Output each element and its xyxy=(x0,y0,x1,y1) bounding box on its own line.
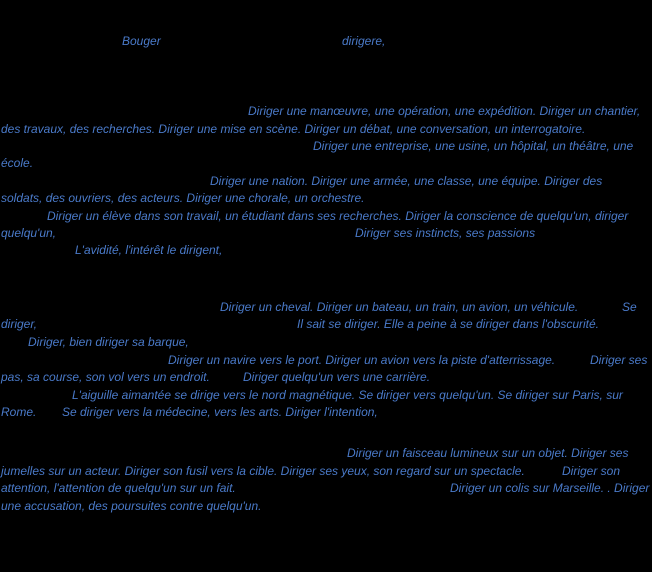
example-line: quelqu'un, xyxy=(1,226,57,240)
example-line: Diriger quelqu'un vers une carrière. xyxy=(243,370,431,384)
example-line: attention, l'attention de quelqu'un sur un fait. xyxy=(1,481,236,495)
example-line: Diriger ses instincts, ses passions xyxy=(355,226,536,240)
example-line: Rome. xyxy=(1,405,37,419)
example-line: Diriger son xyxy=(562,463,621,478)
example-line: Il sait se diriger. Elle a peine à se diriger dans l'obscurité. xyxy=(297,317,599,331)
example-line: une accusation, des poursuites contre quelqu'un. xyxy=(1,498,262,513)
example-line: Diriger un colis sur Marseille. . Diriger xyxy=(450,481,650,495)
etymology-word-bouger: Bouger xyxy=(122,34,161,48)
example-line: Se diriger vers la médecine, vers les arts. Diriger l'intention, xyxy=(62,405,378,419)
example-line: des travaux, des recherches. Diriger une mise en scène. Diriger un débat, une conversation, un interrogatoire. xyxy=(1,121,586,136)
example-line: diriger, xyxy=(1,317,38,331)
example-line: pas, sa course, son vol vers un endroit. xyxy=(1,370,210,384)
example-line: Diriger un cheval. Diriger un bateau, un train, un avion, un véhicule. xyxy=(220,300,579,314)
example-line: Diriger, bien diriger sa barque, xyxy=(28,334,189,349)
example-line: Diriger ses xyxy=(590,352,648,367)
etymology-word-dirigere: dirigere, xyxy=(342,34,386,48)
example-line: L'aiguille aimantée se dirige vers le nord magnétique. Se diriger vers quelqu'un. Se diriger sur Paris, sur xyxy=(72,387,623,402)
example-line: Diriger une entreprise, une usine, un hôpital, un théâtre, une xyxy=(313,139,634,153)
example-line: Diriger une manœuvre, une opération, une expédition. Diriger un chantier, xyxy=(248,104,641,118)
example-line: Se xyxy=(622,300,637,314)
example-line: jumelles sur un acteur. Diriger son fusil vers la cible. Diriger ses yeux, son regard sur un spectacle. xyxy=(1,463,525,478)
example-line: Diriger une nation. Diriger une armée, une classe, une équipe. Diriger des xyxy=(210,173,603,188)
example-line: Diriger un faisceau lumineux sur un objet. Diriger ses xyxy=(347,446,629,460)
example-line: Diriger un navire vers le port. Diriger un avion vers la piste d'atterrissage. xyxy=(168,352,556,367)
example-line: Diriger un élève dans son travail, un étudiant dans ses recherches. Diriger la conscience de quelqu'un, diriger xyxy=(47,208,629,223)
example-line: soldats, des ouvriers, des acteurs. Diriger une chorale, un orchestre. xyxy=(1,191,365,205)
example-line: école. xyxy=(1,156,34,170)
example-line: L'avidité, l'intérêt le dirigent, xyxy=(75,243,223,257)
